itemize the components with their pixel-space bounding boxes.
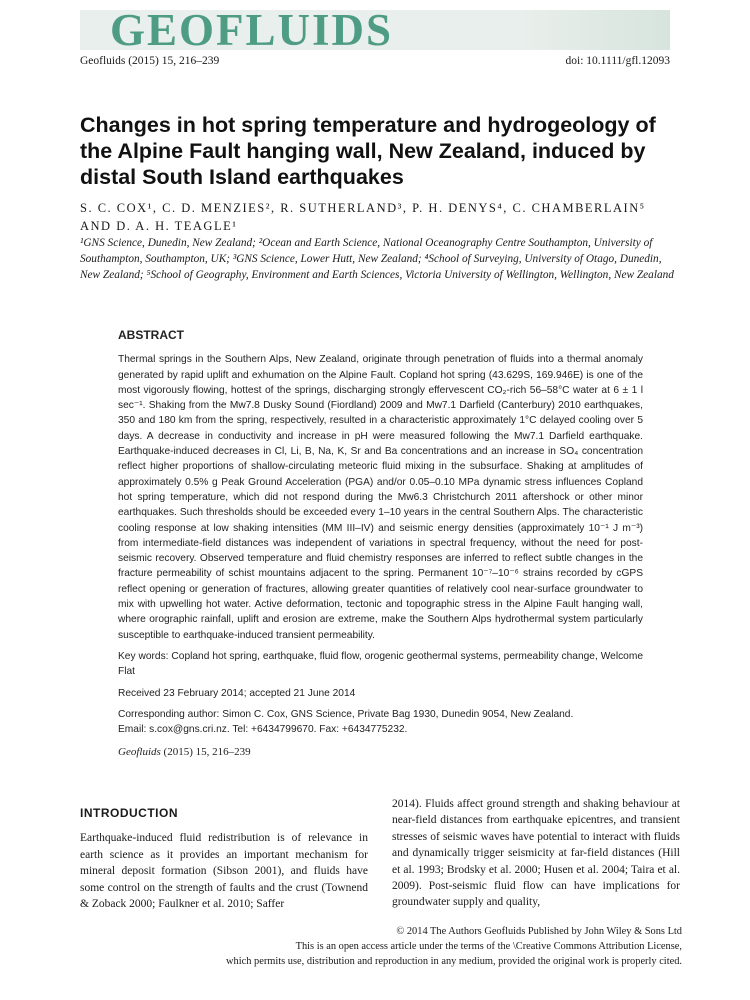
intro-column-right xyxy=(392,796,680,911)
license-line[interactable]: This is an open access article under the terms of the \Creative Commons Attribution License, xyxy=(295,941,682,952)
abstract-heading: ABSTRACT xyxy=(118,328,184,342)
contact-info[interactable]: Email: s.cox@gns.cri.nz. Tel: +6434799670. Fax: +6434775232. xyxy=(118,724,408,736)
article-citation xyxy=(118,745,643,760)
intro-paragraph-right: 2014). Fluids affect ground strength and shaking behaviour at near-field distances from earthquake epicentres, and transient stresses of seismic waves have potential to interact with fluids and dynamically trigger seismicity at far-field distances (Hill et al. 1993; Brodsky et al. 2000; Husen et al. 2004; Taira et al. 2009). Post-seismic fluid flow can have implications for groundwater supply and quality, xyxy=(392,798,680,909)
corresponding-author: Corresponding author: Simon C. Cox, GNS Science, Private Bag 1930, Dunedin 9054, New Zealand. xyxy=(118,708,574,720)
journal-banner xyxy=(80,10,670,50)
received-dates: Received 23 February 2014; accepted 21 June 2014 xyxy=(118,687,356,699)
citation-details: (2015) 15, 216–239 xyxy=(160,746,251,759)
abstract-section xyxy=(118,328,643,761)
banner-shade xyxy=(520,10,670,50)
license-footer xyxy=(62,924,682,969)
introduction-heading: INTRODUCTION xyxy=(80,806,178,820)
affiliations: ¹GNS Science, Dunedin, New Zealand; ²Ocean and Earth Science, National Oceanography Centre Southampton, University of Southampton, Southampton, UK; ³GNS Science, Lower Hutt, New Zealand; ⁴School of Surveying, University of Otago, Dunedin, New Zealand; ⁵School of Geography, Environment and Earth Sciences, Victoria University of Wellington, Wellington, New Zealand xyxy=(80,237,674,281)
abstract-body: Thermal springs in the Southern Alps, New Zealand, originate through penetration of fluids into a thermal anomaly generated by rapid uplift and exhumation on the Alpine Fault. Copland hot spring (43.629S, 169.946E) is one of the most vigorously flowing, hottest of the springs, discharging strongly effervescent CO₂-rich 56–58°C water at 6 ± 1 l sec⁻¹. Shaking from the Mw7.8 Dusky Sound (Fiordland) 2009 and Mw7.1 Darfield (Canterbury) 2010 earthquakes, 350 and 180 km from the spring, respectively, resulted in a characteristic approximately 1°C delayed cooling over 5 days. A decrease in conductivity and increase in pH were measured following the Mw7.1 Darfield earthquake. Earthquake-induced decreases in Cl, Li, B, Na, K, Sr and Ba concentrations and an increase in SO₄ concentration reflect higher proportions of shallow-circulating meteoric fluid mixing in the subsurface. Shaking at amplitudes of approximately 0.5% g Peak Ground Acceleration (PGA) and/or 0.05–0.10 MPa dynamic stress influences Copland hot spring temperature, which did not respond during the Mw6.3 Christchurch 2011 aftershock or other minor earthquakes. Such thresholds should be exceeded every 1–10 years in the central Southern Alps. The characteristic cooling response at low shaking intensities (MM III–IV) and seismic energy densities (approximately 10⁻¹ J m⁻³) from intermediate-field distances was independent of variations in spectral frequency, without the need for post-seismic recovery. Observed temperature and fluid chemistry responses are inferred to reflect subtle changes in the fracture permeability of schist mountains adjacent to the spring. Permanent 10⁻⁷–10⁻⁶ strains recorded by cGPS reflect opening or generation of fractures, allowing greater quantities of relatively cool near-surface groundwater to mix with upwelling hot water. Active deformation, tectonic and topographic stress in the Alpine Fault hanging wall, where orographic rainfall, uplift and erosion are extreme, make the Southern Alps hydrothermal system particularly susceptible to earthquake-induced transient permeability. xyxy=(118,354,643,641)
citation-header: Geofluids (2015) 15, 216–239 xyxy=(80,55,220,67)
author-list: S. C. COX¹, C. D. MENZIES², R. SUTHERLAND³, P. H. DENYS⁴, C. CHAMBERLAIN⁵ AND D. A. H. TEAGLE¹ xyxy=(80,201,646,233)
intro-column-left xyxy=(80,805,368,912)
citation-journal: Geofluids xyxy=(118,746,161,759)
copyright-line: © 2014 The Authors Geofluids Published by John Wiley & Sons Ltd xyxy=(396,926,682,937)
article-title: Changes in hot spring temperature and hydrogeology of the Alpine Fault hanging wall, New Zealand, induced by distal South Island earthquakes xyxy=(80,113,656,189)
journal-logo: GEOFLUIDS xyxy=(110,10,394,50)
doi-link[interactable]: doi: 10.1111/gfl.12093 xyxy=(565,55,670,67)
keywords: Key words: Copland hot spring, earthquake, fluid flow, orogenic geothermal systems, permeability change, Welcome Flat xyxy=(118,650,643,678)
intro-paragraph-left: Earthquake-induced fluid redistribution is of relevance in earth science as it provides an important mechanism for mineral deposit formation (Sibson 2001), and fluids have some control on the strength of faults and the crust (Townend & Zoback 2000; Faulkner et al. 2010; Saffer xyxy=(80,832,368,911)
permissions-line: which permits use, distribution and reproduction in any medium, provided the original work is properly cited. xyxy=(226,956,682,967)
